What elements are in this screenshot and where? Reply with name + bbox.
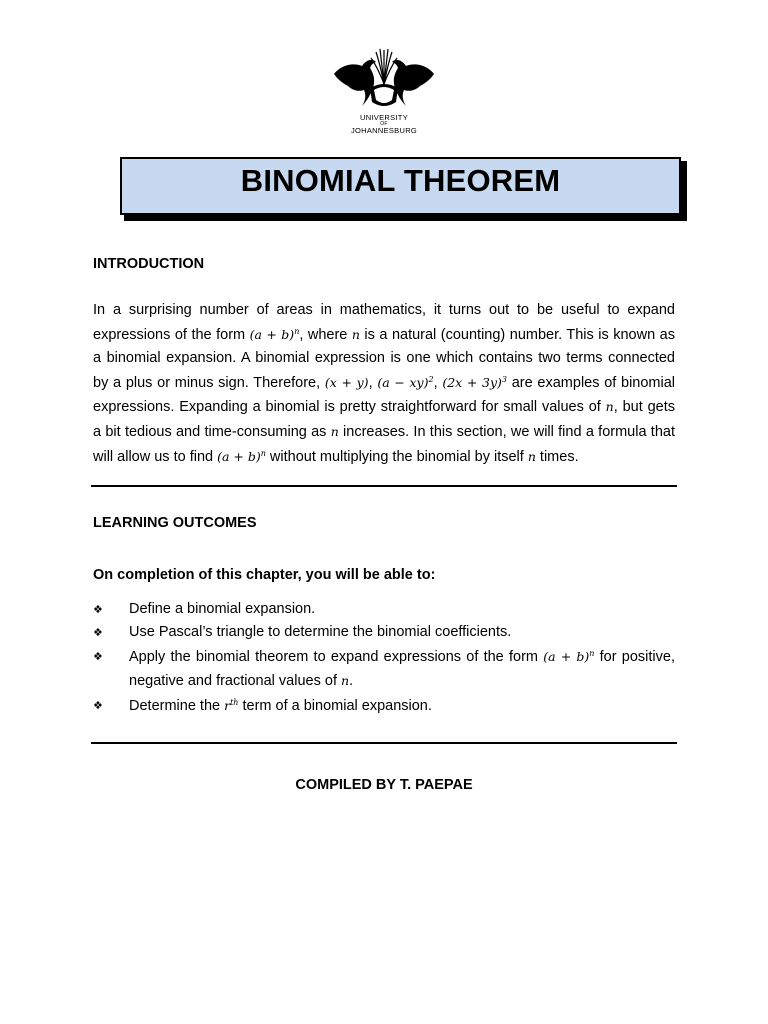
intro-text: , but gets a bit tedious and time-consuming as <box>93 399 675 440</box>
outcome-text: . <box>349 673 354 690</box>
math-exponent: th <box>230 697 239 707</box>
logo-text-of: OF <box>380 121 388 127</box>
outcome-text: Use Pascal’s triangle to determine the binomial coefficients. <box>129 624 512 641</box>
intro-text: , where <box>299 326 352 343</box>
math-expression: (x + y) <box>324 374 369 390</box>
math-exponent: n <box>589 648 595 658</box>
math-exponent: 3 <box>501 374 508 384</box>
logo-text-university: UNIVERSITY <box>359 113 408 122</box>
section-divider <box>91 742 677 744</box>
math-variable: n <box>527 448 536 464</box>
outcome-text: Determine the <box>129 697 225 714</box>
diamond-bullet-icon: ❖ <box>93 626 103 640</box>
math-text: (2x + 3y) <box>442 374 502 390</box>
list-item <box>93 621 675 644</box>
intro-text: increases. In this section, we will find a formula that will allow us to find <box>93 423 675 465</box>
logo-text-johannesburg: JOHANNESBURG <box>350 126 418 135</box>
math-variable: n <box>605 399 614 415</box>
math-exponent: n <box>260 448 266 458</box>
list-item <box>93 598 675 621</box>
intro-text: , <box>433 374 443 391</box>
math-expression <box>543 649 594 664</box>
intro-text: , <box>368 374 378 391</box>
list-item <box>93 694 675 718</box>
birds-emblem-icon <box>326 44 442 114</box>
diamond-bullet-icon: ❖ <box>93 649 103 663</box>
intro-text: In a surprising number of areas in mathematics, it turns out to be useful to expand expressions of the form <box>93 302 675 343</box>
outcomes-lead: On completion of this chapter, you will be able to: <box>93 567 436 583</box>
math-text: (a + b) <box>249 326 295 342</box>
introduction-heading: INTRODUCTION <box>93 256 205 272</box>
page-title: BINOMIAL THEOREM <box>240 163 561 198</box>
math-text: r <box>224 697 231 713</box>
diamond-bullet-icon: ❖ <box>93 603 103 616</box>
math-variable: n <box>351 326 360 342</box>
math-expression <box>217 449 266 464</box>
outcomes-list <box>93 598 675 718</box>
intro-text: times. <box>535 448 579 465</box>
math-expression <box>224 698 238 713</box>
math-exponent: 2 <box>428 374 434 384</box>
math-expression <box>250 327 300 342</box>
math-exponent: n <box>294 326 300 336</box>
intro-text: without multiplying the binomial by itself <box>265 448 528 465</box>
outcome-text: term of a binomial expansion. <box>238 697 432 714</box>
outcome-text: Apply the binomial theorem to expand expressions of the form <box>129 648 544 665</box>
outcome-text: Define a binomial expansion. <box>129 601 316 617</box>
outcome-text: for positive, negative and fractional values of <box>129 648 675 690</box>
compiled-by: COMPILED BY T. PAEPAE <box>295 777 473 793</box>
introduction-paragraph <box>93 299 675 469</box>
title-box <box>120 157 681 215</box>
math-expression <box>442 375 507 390</box>
math-text: (a + b) <box>217 448 261 464</box>
learning-outcomes-heading: LEARNING OUTCOMES <box>93 515 257 531</box>
math-text: (a − xy) <box>377 374 429 390</box>
university-logo <box>318 44 450 140</box>
intro-text: are examples of binomial expressions. Expanding a binomial is pretty straightforward for small values of <box>93 374 676 416</box>
section-divider <box>91 485 677 487</box>
math-expression <box>377 375 433 390</box>
math-variable: n <box>330 423 339 439</box>
diamond-bullet-icon: ❖ <box>93 698 103 712</box>
list-item <box>93 645 675 694</box>
math-variable: n <box>341 673 350 689</box>
math-text: (a + b) <box>543 648 590 664</box>
intro-text: is a natural (counting) number. This is known as a binomial expansion. A binomial expression is one which contains two terms connected by a plus or minus sign. Therefore, <box>93 326 675 391</box>
